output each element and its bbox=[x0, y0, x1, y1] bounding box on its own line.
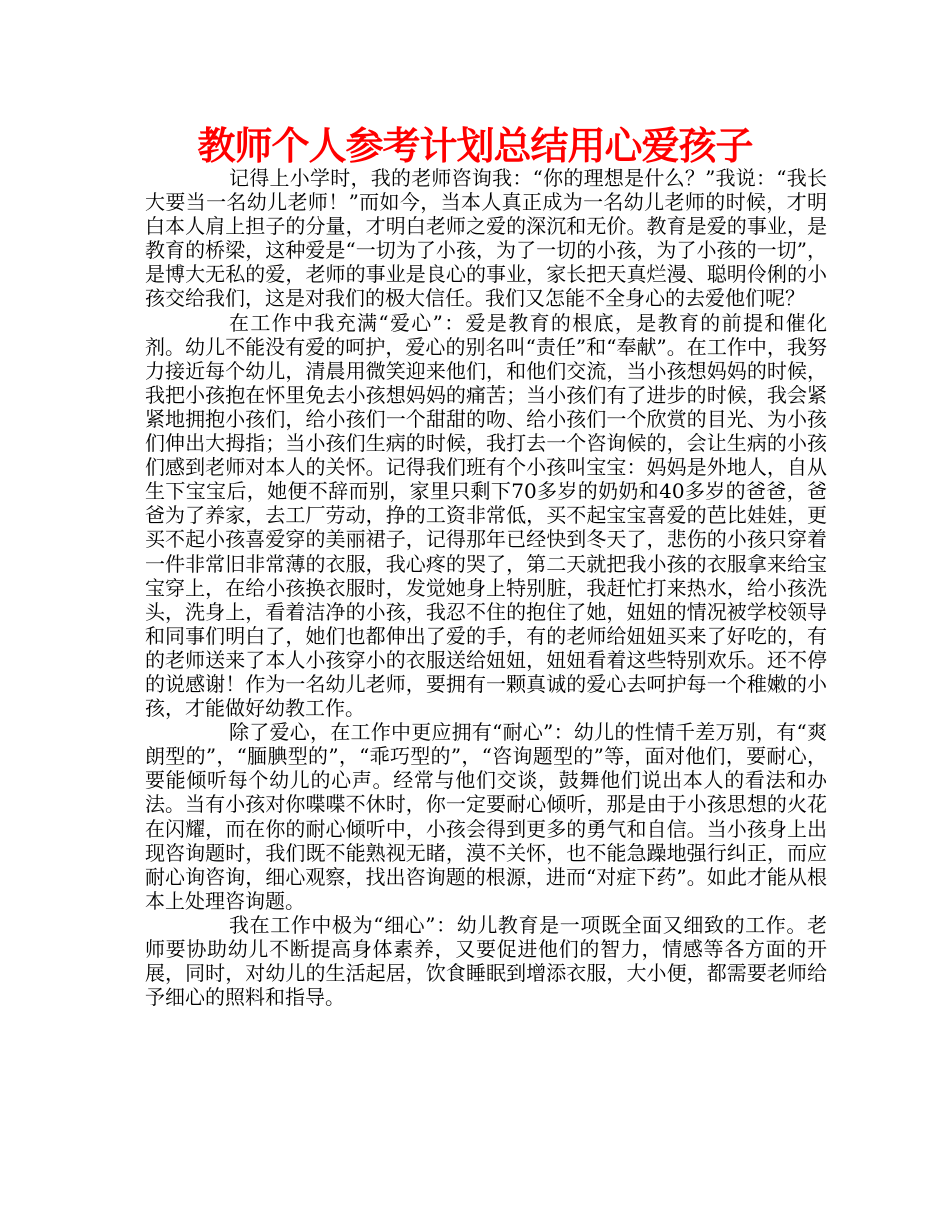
paragraph-4: 我在工作中极为“细心”：幼儿教育是一项既全面又细致的工作。老师要协助幼儿不断提高身体素养，又要促进他们的智力，情感等各方面的开展，同时，对幼儿的生活起居，饮食睡眠到增添衣服，大小便，都需要老师给予细心的照料和指导。 bbox=[145, 912, 827, 1010]
article-body bbox=[145, 166, 827, 1009]
page-title: 教师个人参考计划总结用心爱孩子 bbox=[197, 124, 753, 168]
paragraph-3: 除了爱心，在工作中更应拥有“耐心”：幼儿的性情千差万别，有“爽朗型的”，“腼腆型的”，“乖巧型的”，“咨询题型的”等，面对他们，要耐心，要能倾听每个幼儿的心声。经常与他们交谈，鼓舞他们说出本人的看法和办法。当有小孩对你喋喋不休时，你一定要耐心倾听，那是由于小孩思想的火花在闪耀，而在你的耐心倾听中，小孩会得到更多的勇气和自信。当小孩身上出现咨询题时，我们既不能熟视无睹，漠不关怀，也不能急躁地强行纠正，而应耐心询咨询，细心观察，找出咨询题的根源，进而“对症下药”。如此才能从根本上处理咨询题。 bbox=[145, 720, 827, 913]
paragraph-1: 记得上小学时，我的老师咨询我：“你的理想是什么？”我说：“我长大要当一名幼儿老师！”而如今，当本人真正成为一名幼儿老师的时候，才明白本人肩上担子的分量，才明白老师之爱的深沉和无价。教育是爱的事业，是教育的桥梁，这种爱是“一切为了小孩，为了一切的小孩，为了小孩的一切”，是博大无私的爱，老师的事业是良心的事业，家长把天真烂漫、聪明伶俐的小孩交给我们，这是对我们的极大信任。我们又怎能不全身心的去爱他们呢？ bbox=[145, 166, 827, 311]
paragraph-2: 在工作中我充满“爱心”：爱是教育的根底，是教育的前提和催化剂。幼儿不能没有爱的呵护，爱心的别名叫“责任”和“奉献”。在工作中，我努力接近每个幼儿，清晨用微笑迎来他们，和他们交流，当小孩想妈妈的时候，我把小孩抱在怀里免去小孩想妈妈的痛苦；当小孩们有了进步的时候，我会紧紧地拥抱小孩们，给小孩们一个甜甜的吻、给小孩们一个欣赏的目光、为小孩们伸出大拇指；当小孩们生病的时候，我打去一个咨询候的，会让生病的小孩们感到老师对本人的关怀。记得我们班有个小孩叫宝宝：妈妈是外地人，自从生下宝宝后，她便不辞而别，家里只剩下70多岁的奶奶和40多岁的爸爸，爸爸为了养家，去工厂劳动，挣的工资非常低，买不起宝宝喜爱的芭比娃娃，更买不起小孩喜爱穿的美丽裙子，记得那年已经快到冬天了，悲伤的小孩只穿着一件非常旧非常薄的衣服，我心疼的哭了，第二天就把我小孩的衣服拿来给宝宝穿上，在给小孩换衣服时，发觉她身上特别脏，我赶忙打来热水，给小孩洗头，洗身上，看着洁净的小孩，我忍不住的抱住了她，妞妞的情况被学校领导和同事们明白了，她们也都伸出了爱的手，有的老师给妞妞买来了好吃的，有的老师送来了本人小孩穿小的衣服送给妞妞，妞妞看着这些特别欢乐。还不停的说感谢！作为一名幼儿老师，要拥有一颗真诚的爱心去呵护每一个稚嫩的小孩，才能做好幼教工作。 bbox=[145, 310, 827, 721]
